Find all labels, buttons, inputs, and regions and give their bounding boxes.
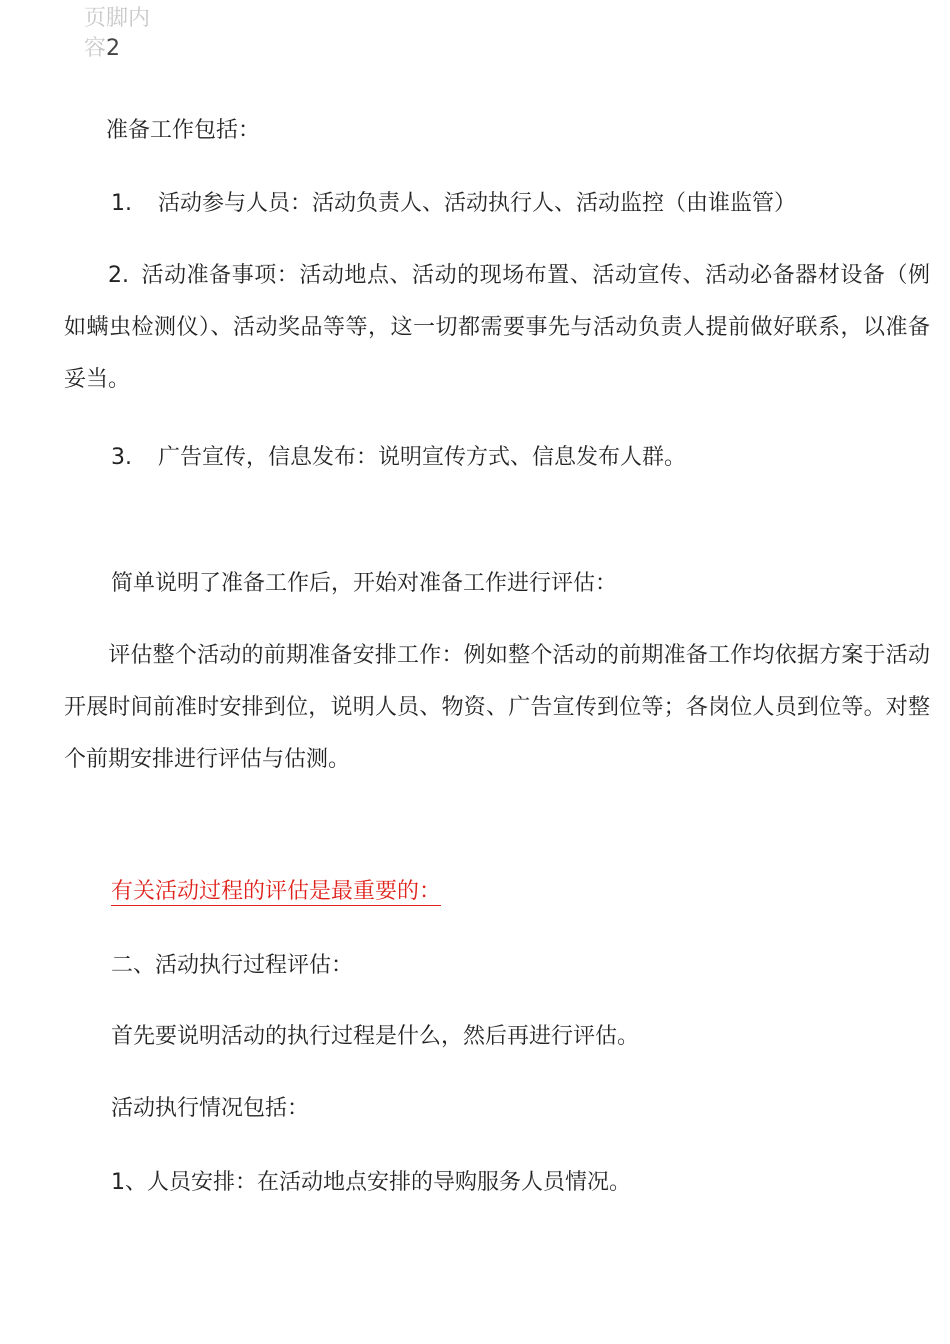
footer-placeholder-line1: 页脚内 [84, 6, 151, 31]
execution-item-1-number: 1 [111, 1170, 125, 1195]
list-item-1-number: 1. [111, 191, 132, 216]
summary-line: 简单说明了准备工作后，开始对准备工作进行评估： [111, 571, 618, 596]
footer-placeholder-text: 容 [84, 36, 107, 61]
list-item-2-text: 活动准备事项：活动地点、活动的现场布置、活动宣传、活动必备器材设备（例如螨虫检测仪）、活动奖品等等，这一切都需要事先与活动负责人提前做好联系，以准备妥当。 [64, 263, 930, 392]
execution-item-1 [111, 1168, 631, 1198]
list-item-1 [111, 189, 796, 219]
execution-item-1-text: 、人员安排：在活动地点安排的导购服务人员情况。 [125, 1170, 632, 1195]
footer-page-number: 2 [106, 36, 121, 61]
section-2-intro: 首先要说明活动的执行过程是什么，然后再进行评估。 [111, 1024, 640, 1049]
section-2-title: 二、活动执行过程评估： [111, 953, 354, 978]
list-item-2-number: 2. [108, 263, 129, 288]
list-item-2 [64, 250, 930, 406]
list-item-3-text: 广告宣传，信息发布：说明宣传方式、信息发布人群。 [158, 445, 687, 470]
list-item-3 [111, 443, 686, 473]
highlight-line [111, 877, 441, 907]
evaluation-text: 评估整个活动的前期准备安排工作：例如整个活动的前期准备工作均依据方案于活动开展时间前准时安排到位，说明人员、物资、广告宣传到位等；各岗位人员到位等。对整个前期安排进行评估与估测。 [64, 643, 930, 772]
prep-intro: 准备工作包括： [106, 118, 261, 143]
evaluation-paragraph [64, 630, 930, 786]
list-item-1-text: 活动参与人员：活动负责人、活动执行人、活动监控（由谁监管） [158, 191, 797, 216]
footer-placeholder-line2 [84, 34, 174, 64]
execution-intro: 活动执行情况包括： [111, 1096, 310, 1121]
footer-placeholder [84, 4, 174, 64]
list-item-3-number: 3. [111, 445, 132, 470]
highlight-text: 有关活动过程的评估是最重要的： [111, 879, 442, 904]
